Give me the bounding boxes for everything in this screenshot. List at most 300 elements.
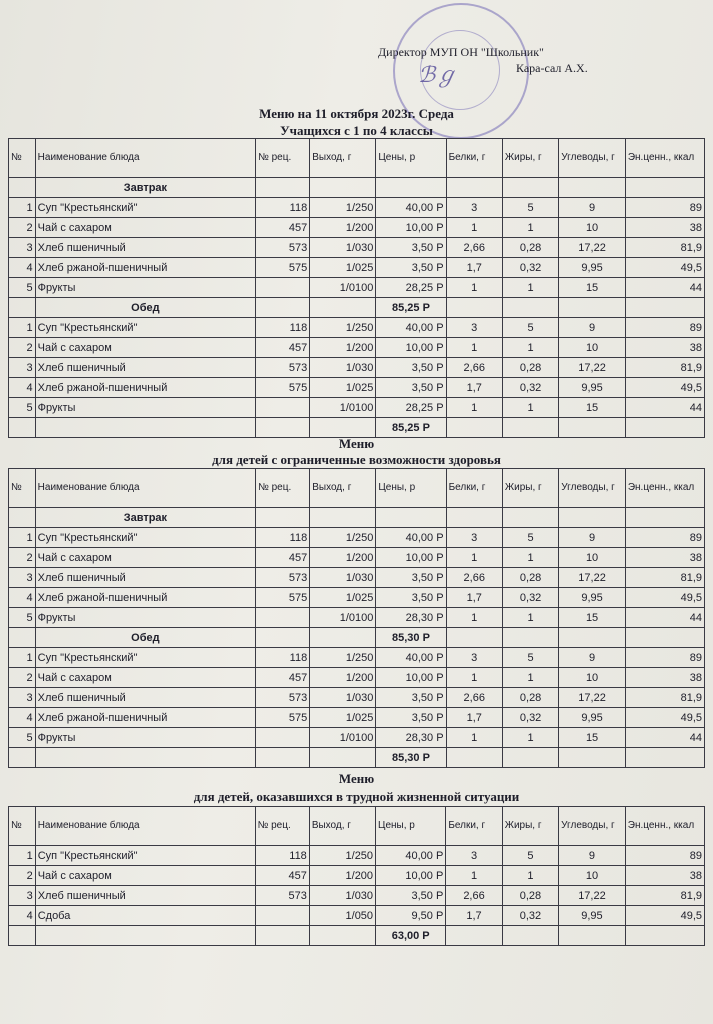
column-header: Углеводы, г (559, 807, 626, 846)
table-cell: 1 (446, 398, 502, 418)
table-cell (559, 418, 626, 438)
table-cell (35, 418, 255, 438)
menu2-title: Меню (338, 436, 375, 451)
column-header: Выход, г (310, 139, 376, 178)
table-cell: 575 (256, 378, 310, 398)
table-cell (502, 926, 558, 946)
table-cell: 1/050 (309, 906, 375, 926)
table-cell: 1,7 (446, 708, 502, 728)
table-cell: 81,9 (625, 568, 704, 588)
table-cell: 1,7 (446, 588, 502, 608)
table-row (9, 318, 705, 338)
table-cell: 1/200 (310, 668, 376, 688)
table-cell: 9 (559, 648, 626, 668)
table-cell: 1 (446, 866, 502, 886)
table-cell: Фрукты (35, 398, 255, 418)
table-cell: 40,00 Р (376, 198, 446, 218)
table-cell: 457 (256, 218, 310, 238)
table-cell: 10 (559, 668, 626, 688)
section-label: Обед (35, 298, 255, 318)
column-header: Цены, р (376, 469, 446, 508)
table-cell (310, 418, 376, 438)
table-cell: 1 (502, 398, 558, 418)
table-cell: 3,50 Р (376, 688, 446, 708)
table-cell (502, 508, 558, 528)
table-cell (256, 398, 310, 418)
table-cell (446, 508, 502, 528)
table-cell: 0,32 (502, 708, 558, 728)
table-cell: 17,22 (559, 688, 626, 708)
table-cell: 3 (9, 568, 36, 588)
table-cell (256, 418, 310, 438)
table-cell: 10,00 Р (376, 218, 446, 238)
page-title: Меню на 11 октября 2023г. Среда (259, 106, 454, 121)
table-cell (502, 418, 558, 438)
menu3-title: Меню (338, 771, 375, 786)
table-cell: 3,50 Р (376, 886, 446, 906)
table-cell: 4 (9, 708, 36, 728)
table-cell (9, 298, 36, 318)
table-cell (255, 926, 309, 946)
column-header: Белки, г (446, 469, 502, 508)
table-cell: Фрукты (35, 278, 255, 298)
table-cell: 1 (502, 866, 558, 886)
director-approval (378, 44, 588, 76)
table-cell: 118 (256, 318, 310, 338)
table-cell: 1/030 (310, 238, 376, 258)
table-cell: 49,5 (625, 258, 704, 278)
table-cell: 89 (625, 318, 704, 338)
table-row (9, 866, 705, 886)
column-header: № рец. (255, 807, 309, 846)
table-cell: 3 (446, 528, 502, 548)
table-row (9, 906, 705, 926)
table-cell: 9,95 (559, 258, 626, 278)
table-cell: 9,50 Р (376, 906, 446, 926)
table-cell: 575 (256, 258, 310, 278)
section-total (376, 508, 446, 528)
column-header: Углеводы, г (559, 469, 626, 508)
table-cell: 3 (9, 688, 36, 708)
table-cell: 38 (625, 338, 704, 358)
table-cell: 2,66 (446, 568, 502, 588)
table-cell: 9,95 (559, 906, 626, 926)
table-cell: 4 (9, 258, 36, 278)
table-cell: 457 (256, 548, 310, 568)
table-cell: 44 (625, 398, 704, 418)
table-cell (310, 748, 376, 768)
table-cell: 9,95 (559, 708, 626, 728)
table-cell (309, 926, 375, 946)
table-cell: 1 (446, 218, 502, 238)
table-cell: 2 (9, 866, 36, 886)
table-cell: Суп "Крестьянский" (35, 648, 255, 668)
table-cell: Фрукты (35, 728, 255, 748)
table-cell: 3,50 Р (376, 568, 446, 588)
total-row (9, 926, 705, 946)
table-cell: 28,30 Р (376, 728, 446, 748)
table-cell: 1 (9, 318, 36, 338)
table-cell (256, 278, 310, 298)
table-cell: 3 (446, 198, 502, 218)
table-cell: 28,30 Р (376, 608, 446, 628)
table-cell: 10,00 Р (376, 668, 446, 688)
table-row (9, 258, 705, 278)
table-cell: 5 (502, 318, 558, 338)
table-cell: 1 (9, 846, 36, 866)
column-header: Цены, р (376, 807, 446, 846)
table-cell: 0,28 (502, 358, 558, 378)
table-cell: 1/250 (310, 528, 376, 548)
menu-table-special-needs (8, 468, 705, 768)
total-value: 85,30 Р (376, 748, 446, 768)
table-cell: 38 (625, 548, 704, 568)
table-cell (256, 628, 310, 648)
table-cell: 40,00 Р (376, 648, 446, 668)
table-cell: Фрукты (35, 608, 255, 628)
column-header: Углеводы, г (559, 139, 626, 178)
table-cell: 3,50 Р (376, 588, 446, 608)
column-header: Эн.ценн., ккал (625, 469, 704, 508)
column-header: Наименование блюда (35, 469, 255, 508)
table-cell: 457 (256, 338, 310, 358)
table-cell: 38 (625, 866, 704, 886)
table-cell: 1 (446, 608, 502, 628)
table-row (9, 588, 705, 608)
table-cell (9, 926, 36, 946)
table-cell: 10 (559, 866, 626, 886)
table-cell: 2,66 (446, 358, 502, 378)
section-total: 85,25 Р (376, 298, 446, 318)
table-cell: 49,5 (625, 708, 704, 728)
table-cell (35, 748, 255, 768)
table-cell (559, 508, 626, 528)
table-cell (502, 298, 558, 318)
table-cell: 5 (502, 846, 558, 866)
table-cell: 10 (559, 218, 626, 238)
table-cell: Чай с сахаром (35, 866, 255, 886)
table-cell: 81,9 (625, 358, 704, 378)
table-cell (256, 748, 310, 768)
subtitle-special-needs: для детей с ограниченные возможности здоровья (212, 452, 501, 467)
table-cell: 3,50 Р (376, 358, 446, 378)
table-cell: 1/0100 (310, 278, 376, 298)
director-line2: Кара-сал А.Х. (516, 61, 588, 75)
menu-table-hardship (8, 806, 705, 946)
table-cell: 1/030 (310, 358, 376, 378)
table-cell (310, 508, 376, 528)
table-cell: 3 (446, 318, 502, 338)
table-cell: 0,32 (502, 906, 558, 926)
table-cell: 1 (9, 198, 36, 218)
table-cell: 10,00 Р (376, 338, 446, 358)
table-cell: 4 (9, 588, 36, 608)
table-cell: 9,95 (559, 588, 626, 608)
table-cell: 40,00 Р (376, 846, 446, 866)
table-cell: 573 (256, 568, 310, 588)
table-cell: 5 (9, 278, 36, 298)
table-cell: 1/025 (310, 588, 376, 608)
table-cell: Хлеб ржаной-пшеничный (35, 588, 255, 608)
table-cell: 1 (502, 338, 558, 358)
table-cell: 10 (559, 338, 626, 358)
table-cell: Суп "Крестьянский" (35, 198, 255, 218)
table-cell: 1/025 (310, 708, 376, 728)
table-cell: Хлеб пшеничный (35, 568, 255, 588)
table-cell: 1/250 (309, 846, 375, 866)
table-cell: 44 (625, 608, 704, 628)
table-row (9, 218, 705, 238)
table-cell: 1 (502, 218, 558, 238)
table-row (9, 568, 705, 588)
table-cell: 118 (256, 528, 310, 548)
table-cell: 3,50 Р (376, 238, 446, 258)
table-cell (625, 298, 704, 318)
menu-table-students (8, 138, 705, 438)
table-cell: 0,32 (502, 378, 558, 398)
table-cell: 4 (9, 906, 36, 926)
table-row (9, 398, 705, 418)
table-cell: Сдоба (35, 906, 255, 926)
table-cell: 4 (9, 378, 36, 398)
table-cell: 5 (9, 608, 36, 628)
table-cell: 1/200 (310, 548, 376, 568)
table-cell: 40,00 Р (376, 318, 446, 338)
table-cell: 49,5 (625, 588, 704, 608)
table-header-row (9, 469, 705, 508)
column-header: Наименование блюда (35, 139, 255, 178)
table-row (9, 688, 705, 708)
director-line1: Директор МУП ОН "Школьник" (378, 45, 544, 59)
table-cell: 118 (256, 198, 310, 218)
table-cell: 89 (625, 528, 704, 548)
table-cell (625, 178, 704, 198)
table-cell (9, 748, 36, 768)
table-row (9, 846, 705, 866)
table-cell (625, 418, 704, 438)
table-cell: 15 (559, 398, 626, 418)
table-cell: 573 (256, 238, 310, 258)
table-cell (502, 748, 558, 768)
table-cell: 3 (9, 238, 36, 258)
table-cell: 2,66 (446, 238, 502, 258)
table-cell: 10,00 Р (376, 866, 446, 886)
table-cell: Суп "Крестьянский" (35, 846, 255, 866)
table-cell (310, 628, 376, 648)
table-cell (256, 178, 310, 198)
table-row (9, 728, 705, 748)
table-row (9, 668, 705, 688)
table-cell (310, 178, 376, 198)
table-cell: 1/200 (310, 338, 376, 358)
table-cell: 573 (255, 886, 309, 906)
table-cell: 1 (446, 338, 502, 358)
table-cell: 9 (559, 318, 626, 338)
table-cell: 118 (256, 648, 310, 668)
table-cell (256, 298, 310, 318)
table-cell: 2,66 (446, 688, 502, 708)
table-cell: 1/025 (310, 378, 376, 398)
table-cell: 9 (559, 846, 626, 866)
section-total: 85,30 Р (376, 628, 446, 648)
section-row (9, 628, 705, 648)
table-cell: 1 (9, 648, 36, 668)
table-cell: 1/0100 (310, 608, 376, 628)
table-cell: 1/030 (310, 568, 376, 588)
table-cell (256, 508, 310, 528)
table-cell: 81,9 (625, 886, 704, 906)
column-header: Белки, г (446, 807, 502, 846)
table-cell: 28,25 Р (376, 278, 446, 298)
table-cell (256, 728, 310, 748)
table-cell (9, 508, 36, 528)
table-cell (559, 298, 626, 318)
subtitle-hardship: для детей, оказавшихся в трудной жизненной ситуации (193, 789, 520, 804)
table-cell (625, 508, 704, 528)
table-cell: 1/250 (310, 318, 376, 338)
table-cell: Суп "Крестьянский" (35, 318, 255, 338)
table-cell: 17,22 (559, 568, 626, 588)
table-cell: Хлеб ржаной-пшеничный (35, 378, 255, 398)
table-row (9, 378, 705, 398)
table-row (9, 648, 705, 668)
total-row (9, 748, 705, 768)
column-header: Жиры, г (502, 469, 558, 508)
column-header: Наименование блюда (35, 807, 255, 846)
table-cell: Хлеб ржаной-пшеничный (35, 258, 255, 278)
subtitle-grades-1-4: Учащихся с 1 по 4 классы (280, 123, 433, 138)
table-cell: 3 (9, 358, 36, 378)
table-cell: 0,28 (502, 238, 558, 258)
table-cell (559, 926, 626, 946)
table-cell: 5 (502, 648, 558, 668)
table-cell: 0,28 (502, 886, 558, 906)
table-cell (559, 178, 626, 198)
table-row (9, 338, 705, 358)
table-cell: 81,9 (625, 238, 704, 258)
table-cell: 1 (502, 668, 558, 688)
table-cell: 1 (446, 668, 502, 688)
table-cell: 9,95 (559, 378, 626, 398)
table-row (9, 238, 705, 258)
table-cell (502, 628, 558, 648)
column-header: Цены, р (376, 139, 446, 178)
table-cell: 1/030 (310, 688, 376, 708)
table-cell: 15 (559, 278, 626, 298)
table-cell (9, 628, 36, 648)
table-cell: 0,28 (502, 568, 558, 588)
column-header: № рец. (256, 469, 310, 508)
table-row (9, 358, 705, 378)
table-header-row (9, 139, 705, 178)
table-cell: 10,00 Р (376, 548, 446, 568)
table-cell: 3,50 Р (376, 378, 446, 398)
table-cell: 3 (446, 846, 502, 866)
column-header: Выход, г (310, 469, 376, 508)
table-cell (35, 926, 255, 946)
table-cell: 1/0100 (310, 728, 376, 748)
table-cell: 0,28 (502, 688, 558, 708)
section-row (9, 508, 705, 528)
table-cell: 81,9 (625, 688, 704, 708)
table-cell: Хлеб пшеничный (35, 358, 255, 378)
table-cell: 17,22 (559, 886, 626, 906)
section-total (376, 178, 446, 198)
table-cell: 0,32 (502, 258, 558, 278)
column-header: Выход, г (309, 807, 375, 846)
table-cell: 3,50 Р (376, 258, 446, 278)
table-cell: 9 (559, 198, 626, 218)
table-cell: Хлеб пшеничный (35, 238, 255, 258)
table-row (9, 198, 705, 218)
table-cell: 49,5 (625, 378, 704, 398)
table-cell: Чай с сахаром (35, 668, 255, 688)
table-row (9, 608, 705, 628)
total-row (9, 418, 705, 438)
table-cell: 1/025 (310, 258, 376, 278)
table-cell: 5 (9, 398, 36, 418)
table-cell: 2,66 (446, 886, 502, 906)
table-cell (256, 608, 310, 628)
table-cell: 15 (559, 608, 626, 628)
table-cell: 457 (255, 866, 309, 886)
table-cell (9, 178, 36, 198)
column-header: № (9, 139, 36, 178)
table-cell: 5 (502, 528, 558, 548)
total-value: 85,25 Р (376, 418, 446, 438)
table-cell: 3,50 Р (376, 708, 446, 728)
table-cell: 5 (502, 198, 558, 218)
table-cell: 1/200 (309, 866, 375, 886)
table-cell (446, 418, 502, 438)
table-cell: Суп "Крестьянский" (35, 528, 255, 548)
table-row (9, 278, 705, 298)
table-cell: 17,22 (559, 358, 626, 378)
section-row (9, 298, 705, 318)
table-cell: 1/0100 (310, 398, 376, 418)
table-cell (446, 628, 502, 648)
table-cell: 1,7 (446, 258, 502, 278)
table-cell: 17,22 (559, 238, 626, 258)
table-cell: 573 (256, 688, 310, 708)
table-cell: 118 (255, 846, 309, 866)
table-cell: 38 (625, 668, 704, 688)
section-label: Завтрак (35, 178, 255, 198)
table-cell (559, 748, 626, 768)
table-cell: 40,00 Р (376, 528, 446, 548)
table-cell: 1 (502, 548, 558, 568)
column-header: Эн.ценн., ккал (625, 807, 704, 846)
table-cell: 2 (9, 548, 36, 568)
column-header: № (9, 469, 36, 508)
table-cell: 44 (625, 728, 704, 748)
table-cell: 1/200 (310, 218, 376, 238)
table-cell: 2 (9, 668, 36, 688)
signature-mark: ℬℊ (418, 62, 458, 87)
table-cell (446, 298, 502, 318)
table-cell: 1 (446, 278, 502, 298)
table-cell (559, 628, 626, 648)
table-cell: 1/030 (309, 886, 375, 906)
column-header: № (9, 807, 36, 846)
table-cell: 0,32 (502, 588, 558, 608)
column-header: Жиры, г (502, 807, 558, 846)
table-cell: 1,7 (446, 378, 502, 398)
section-label: Обед (35, 628, 255, 648)
column-header: Жиры, г (502, 139, 558, 178)
table-cell: 573 (256, 358, 310, 378)
table-cell: Чай с сахаром (35, 548, 255, 568)
